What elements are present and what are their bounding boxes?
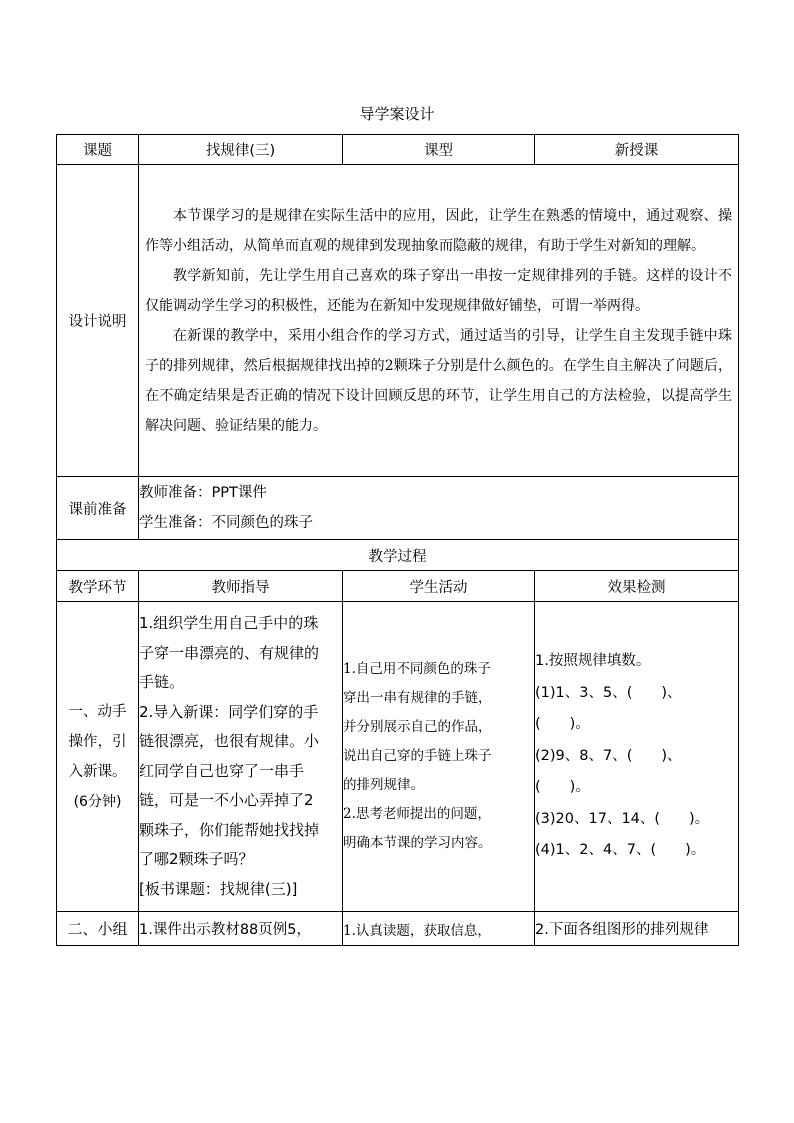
topic-label: 课题 <box>57 135 139 165</box>
design-label: 设计说明 <box>57 165 139 477</box>
design-paragraph: 在新课的教学中，采用小组合作的学习方式，通过适当的引导，让学生自主发现手链中珠子的排列规律，然后根据规律找出掉的2颗珠子分别是什么颜色的。在学生自主解决了问题后，在不确定结果是否正确的情况下设计回顾反思的环节，让学生用自己的方法检验，以提高学生解决问题、验证结果的能力。 <box>145 327 732 434</box>
student-line: 明确本节课的学习内容。 <box>343 835 492 851</box>
process-title-row <box>57 540 739 571</box>
phase1-label <box>57 602 139 912</box>
lesson-plan-table <box>56 134 739 946</box>
design-paragraph: 教学新知前，先让学生用自己喜欢的珠子穿出一串按一定规律排列的手链。这样的设计不仅能调动学生学习的积极性，还能为在新知中发现规律做好铺垫，可谓一举两得。 <box>145 267 732 314</box>
phase1-label-line: 入新课。 <box>68 763 127 780</box>
topic-value: 找规律(三) <box>139 135 343 165</box>
student-line: 2.思考老师提出的问题， <box>343 806 491 822</box>
student-line: 穿出一串有规律的手链， <box>343 690 492 706</box>
check-line: (1)1、3、5、( )、 <box>535 684 682 701</box>
teacher-line: 1.组织学生用自己手中的珠 <box>139 614 319 632</box>
prep-content <box>139 477 739 540</box>
teacher-prep: 教师准备：PPT课件 <box>139 485 267 501</box>
teacher-line: 子穿一串漂亮的、有规律的 <box>139 643 320 662</box>
design-paragraph: 本节课学习的是规律在实际生活中的应用，因此，让学生在熟悉的情境中，通过观察、操作等小组活动，从简单而直观的规律到发现抽象而隐蔽的规律，有助于学生对新知的理解。 <box>145 207 732 254</box>
process-title: 教学过程 <box>57 540 739 571</box>
check-line: 1.按照规律填数。 <box>535 653 651 670</box>
teacher-line: 了哪2颗珠子吗？ <box>139 850 254 868</box>
column-header-student: 学生活动 <box>343 571 535 602</box>
phase2-label: 二、小组 <box>57 912 139 946</box>
column-header-teacher: 教师指导 <box>139 571 343 602</box>
teacher-line: 2.导入新课：同学们穿的手 <box>139 702 319 721</box>
phase2-teacher: 1.课件出示教材88页例5， <box>139 912 343 946</box>
check-line: ( )。 <box>535 779 590 796</box>
check-line: (4)1、2、4、7、( )。 <box>535 842 706 859</box>
phase2-check: 2.下面各组图形的排列规律 <box>535 912 739 946</box>
student-line: 说出自己穿的手链上珠子 <box>343 748 492 764</box>
phase1-label-line: 一、动手 <box>68 703 127 720</box>
phase2-row <box>57 912 739 946</box>
process-header-row <box>57 571 739 602</box>
page-title: 导学案设计 <box>359 105 435 123</box>
teacher-line: 链，可是一不小心弄掉了2 <box>139 791 314 809</box>
phase1-student <box>343 602 535 912</box>
teacher-line: 手链。 <box>139 673 185 691</box>
phase1-row <box>57 602 739 912</box>
type-label: 课型 <box>343 135 535 165</box>
phase1-check <box>535 602 739 912</box>
teacher-line: 链很漂亮，也很有规律。小 <box>139 732 320 750</box>
teacher-line: 红同学自己也穿了一串手 <box>139 761 305 780</box>
design-content <box>139 165 739 477</box>
prep-label: 课前准备 <box>57 477 139 540</box>
phase1-label-line: 操作，引 <box>68 733 127 750</box>
student-line: 的排列规律。 <box>343 777 424 793</box>
phase2-student: 1.认真读题，获取信息， <box>343 912 535 946</box>
phase1-teacher <box>139 602 343 912</box>
check-line: (3)20、17、14、( )。 <box>535 810 710 827</box>
teacher-line: [板书课题：找规律(三)] <box>139 879 298 898</box>
check-line: ( )。 <box>535 716 590 733</box>
teacher-line: 颗珠子，你们能帮她找找掉 <box>139 820 320 839</box>
design-row <box>57 165 739 477</box>
column-header-check: 效果检测 <box>535 571 739 602</box>
prep-row <box>57 477 739 540</box>
student-line: 并分别展示自己的作品， <box>343 719 492 735</box>
student-prep: 学生准备：不同颜色的珠子 <box>139 515 313 531</box>
type-value: 新授课 <box>535 135 739 165</box>
header-row <box>57 135 739 165</box>
column-header-phase: 教学环节 <box>57 571 139 602</box>
phase1-label-line: (6分钟) <box>73 793 122 810</box>
check-line: (2)9、8、7、( )、 <box>535 747 682 764</box>
student-line: 1.自己用不同颜色的珠子 <box>343 661 491 677</box>
